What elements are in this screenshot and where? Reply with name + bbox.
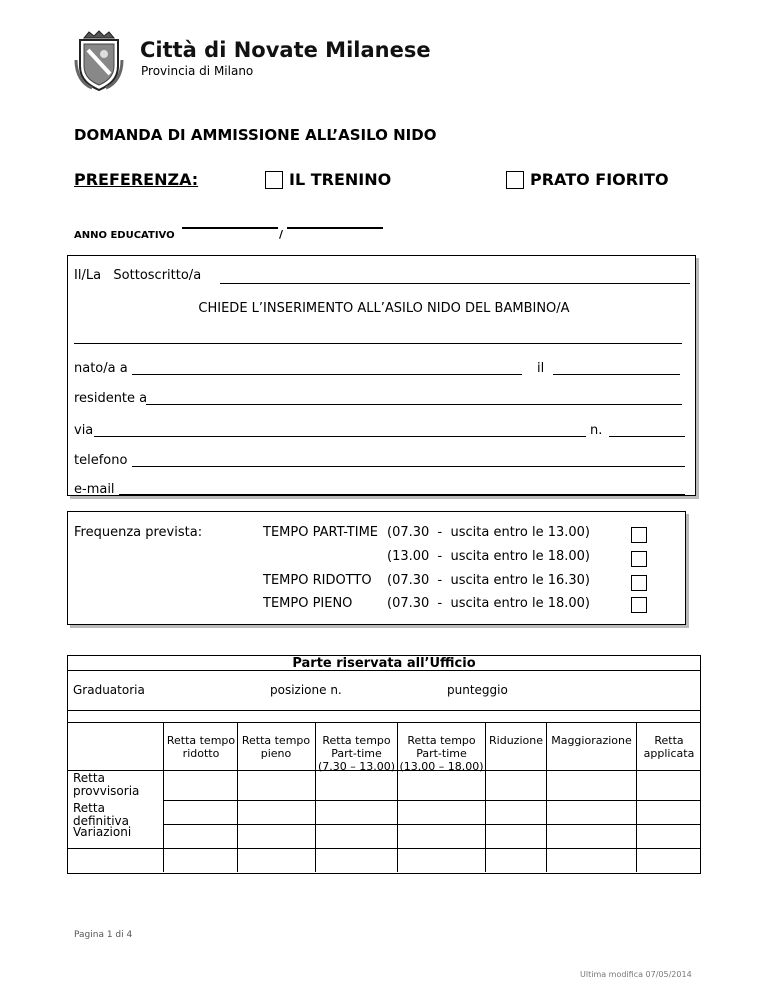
preference-trenino-checkbox[interactable] (265, 171, 283, 189)
graduatoria-label: Graduatoria (73, 683, 145, 697)
province-name: Provincia di Milano (141, 64, 254, 78)
phone-field[interactable] (132, 466, 685, 467)
frequency-pieno-checkbox[interactable] (631, 597, 647, 613)
frequency-time-ridotto: (07.30 - uscita entro le 16.30) (387, 573, 590, 588)
frequency-type-ridotto: TEMPO RIDOTTO (263, 573, 372, 588)
year-label: ANNO EDUCATIVO (74, 230, 175, 241)
frequency-type-pieno: TEMPO PIENO (263, 596, 353, 611)
coat-of-arms-icon (74, 30, 124, 92)
applicant-section (67, 255, 696, 496)
frequency-time-part-time-afternoon: (13.00 - uscita entro le 18.00) (387, 549, 590, 564)
col-header-riduzione: Riduzione (489, 734, 543, 747)
residence-label: residente a (74, 391, 148, 406)
email-field[interactable] (119, 494, 685, 495)
street-field[interactable] (94, 436, 586, 437)
col-header-retta-applicata: Retta applicata (643, 734, 695, 760)
year-separator: / (279, 228, 284, 241)
frequency-ridotto-checkbox[interactable] (631, 575, 647, 591)
preference-trenino-label: IL TRENINO (289, 170, 392, 189)
frequency-type-part-time: TEMPO PART-TIME (263, 525, 379, 540)
frequency-time-part-time-morning: (07.30 - uscita entro le 13.00) (387, 525, 590, 540)
score-label: punteggio (447, 683, 508, 697)
sottoscritto-label: Il/La Sottoscritto/a (74, 268, 202, 283)
year-end-field[interactable] (287, 227, 383, 229)
residence-field[interactable] (146, 404, 682, 405)
col-header-retta-pieno: Retta tempo pieno (241, 734, 311, 760)
position-label: posizione n. (270, 683, 342, 697)
col-header-retta-ridotto: Retta tempo ridotto (166, 734, 236, 760)
frequency-label: Frequenza prevista: (74, 525, 203, 540)
col-header-maggiorazione: Maggiorazione (551, 734, 632, 747)
row-label-variazioni: Variazioni (73, 825, 132, 839)
born-label: nato/a a (74, 361, 128, 376)
row-label-definitiva: Retta definitiva (73, 801, 129, 828)
col-header-retta-part-time-afternoon: Retta tempo Part-time (13.00 – 18.00) (399, 734, 484, 773)
sottoscritto-field[interactable] (220, 283, 690, 284)
preference-prato-fiorito-checkbox[interactable] (506, 171, 524, 189)
date-label: il (537, 361, 545, 376)
city-name: Città di Novate Milanese (140, 38, 431, 62)
year-start-field[interactable] (182, 227, 278, 229)
email-label: e-mail (74, 482, 115, 497)
phone-label: telefono (74, 453, 128, 468)
preference-label: PREFERENZA: (74, 170, 199, 189)
frequency-time-pieno: (07.30 - uscita entro le 18.00) (387, 596, 590, 611)
child-name-field[interactable] (74, 343, 682, 344)
street-label: via (74, 423, 94, 438)
birthplace-field[interactable] (132, 374, 522, 375)
office-title: Parte riservata all’Ufficio (292, 656, 476, 671)
col-header-retta-part-time-morning: Retta tempo Part-time (7.30 – 13.00) (317, 734, 396, 773)
street-number-field[interactable] (609, 436, 685, 437)
request-text: CHIEDE L’INSERIMENTO ALL’ASILO NIDO DEL BAMBINO/A (198, 301, 570, 316)
page-number: Pagina 1 di 4 (74, 930, 133, 940)
row-label-provvisoria: Retta provvisoria (73, 771, 140, 798)
last-modified: Ultima modifica 07/05/2014 (580, 970, 692, 979)
preference-prato-fiorito-label: PRATO FIORITO (530, 170, 669, 189)
number-label: n. (590, 423, 603, 438)
page-title: DOMANDA DI AMMISSIONE ALL’ASILO NIDO (74, 126, 437, 144)
frequency-part-time-morning-checkbox[interactable] (631, 527, 647, 543)
birthdate-field[interactable] (553, 374, 680, 375)
frequency-part-time-afternoon-checkbox[interactable] (631, 551, 647, 567)
